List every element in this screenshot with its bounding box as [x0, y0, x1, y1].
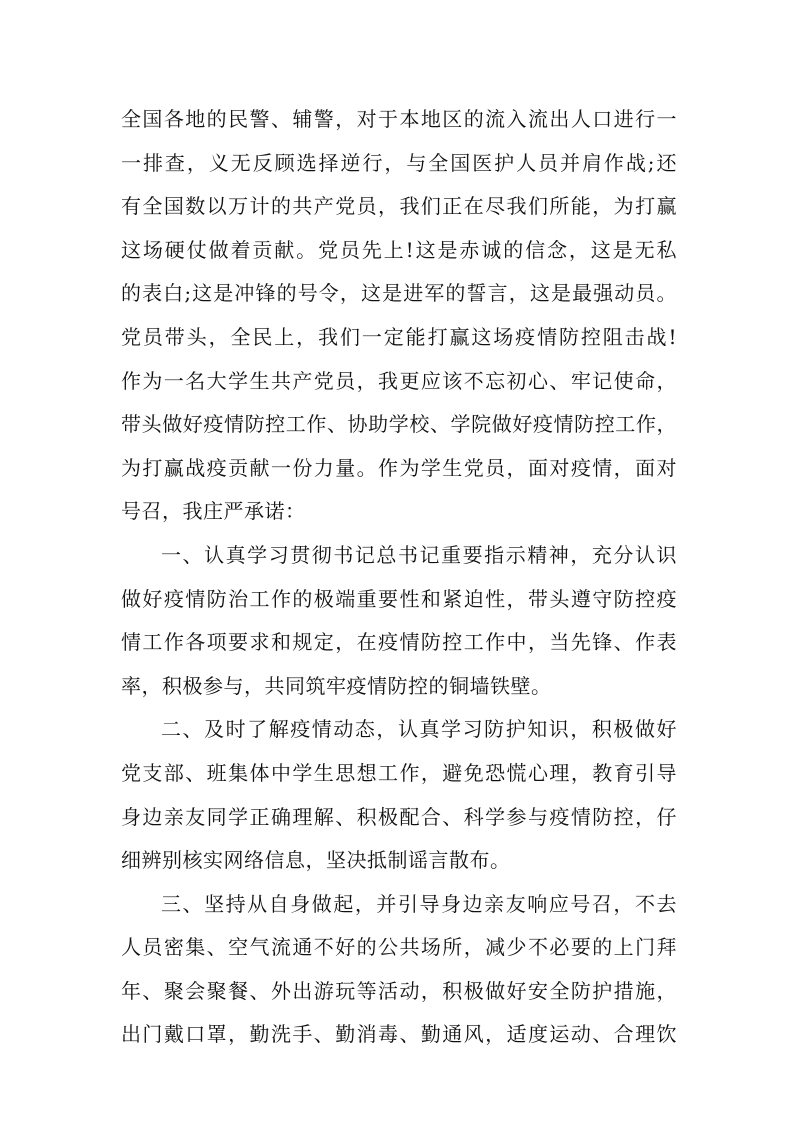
text-line: 全国各地的民警、辅警，对于本地区的流入流出人口进行一 — [121, 107, 677, 131]
text-line: 做好疫情防治工作的极端重要性和紧迫性，带头遵守防控疫 — [121, 586, 677, 611]
text-line: 为打赢战疫贡献一份力量。作为学生党员，面对疫情，面对 — [121, 455, 677, 480]
text-line: 的表白;这是冲锋的号令，这是进军的誓言，这是最强动员。 — [121, 281, 677, 306]
body-text — [121, 98, 677, 1057]
text-line: 细辨别核实网络信息，坚决抵制谣言散布。 — [121, 848, 511, 873]
text-line: 年、聚会聚餐、外出游玩等活动，积极做好安全防护措施， — [121, 978, 677, 1003]
text-line: 号召，我庄严承诺： — [121, 499, 306, 524]
text-line: 带头做好疫情防控工作、协助学校、学院做好疫情防控工作， — [121, 412, 677, 437]
text-line: 出门戴口罩，勤洗手、勤消毒、勤通风，适度运动、合理饮 — [121, 1022, 677, 1047]
text-line: 率，积极参与，共同筑牢疫情防控的铜墙铁壁。 — [121, 673, 552, 698]
text-line: 身边亲友同学正确理解、积极配合、科学参与疫情防控，仔 — [121, 804, 677, 829]
text-line: 一排查，义无反顾选择逆行，与全国医护人员并肩作战;还 — [121, 150, 677, 175]
text-line: 有全国数以万计的共产党员，我们正在尽我们所能，为打赢 — [121, 194, 677, 219]
text-line: 一、认真学习贯彻书记总书记重要指示精神，充分认识 — [161, 542, 677, 567]
text-line: 这场硬仗做着贡献。党员先上!这是赤诚的信念，这是无私 — [121, 237, 677, 262]
text-line: 三、坚持从自身做起，并引导身边亲友响应号召，不去 — [161, 891, 677, 916]
text-line: 二、及时了解疫情动态，认真学习防护知识，积极做好 — [161, 717, 677, 742]
text-line: 党员带头，全民上，我们一定能打赢这场疫情防控阻击战! — [121, 324, 677, 349]
text-line: 作为一名大学生共产党员，我更应该不忘初心、牢记使命， — [121, 368, 677, 393]
text-line: 党支部、班集体中学生思想工作，避免恐慌心理，教育引导 — [121, 760, 677, 785]
text-line: 人员密集、空气流通不好的公共场所，减少不必要的上门拜 — [121, 935, 677, 960]
text-line: 情工作各项要求和规定，在疫情防控工作中，当先锋、作表 — [121, 630, 677, 655]
